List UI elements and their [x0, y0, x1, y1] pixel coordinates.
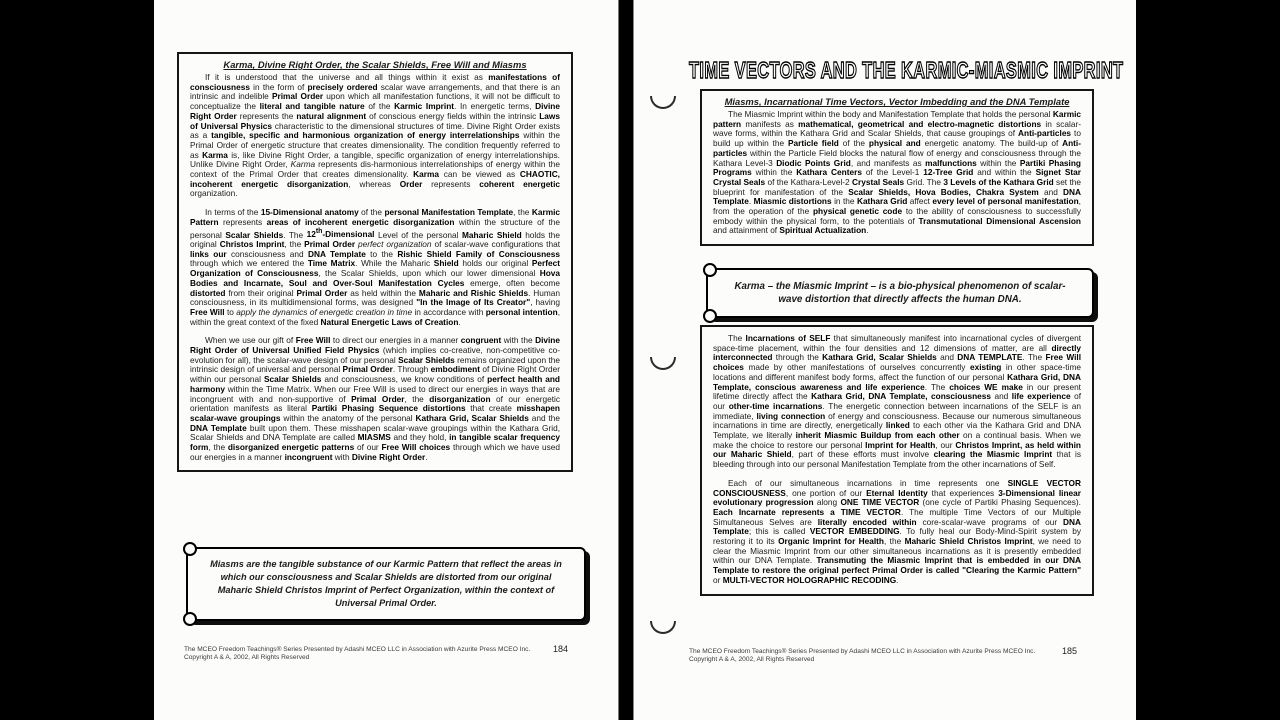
paragraph: Each of our simultaneous incarnations in time represents one SINGLE VECTOR CONSCIOUSNESS, one portion of our Eternal Identity that experiences 3-Dimensional linear evolutionary progression along ONE TIME VECTOR (one cycle of Partiki Phasing Sequences). Each Incarnate represents a TIME VECTOR. The multiple Time Vectors of our Multiple Simultaneous Selves are literally encoded within core-scalar-wave programs of our DNA Template; this is called VECTOR EMBEDDING. To fully heal our Body-Mind-Spirit system by restoring it to its Organic Imprint for Health, the Maharic Shield Christos Imprint, we need to clear the Miasmic Imprint from our other simultaneous incarnations as it is presently embedded within our DNA Template. Transmuting the Miasmic Imprint that is embedded in our DNA Template to restore the original perfect Primal Order is called "Clearing the Karmic Pattern" or MULTI-VECTOR HOLOGRAPHIC RECODING. — [713, 477, 1082, 585]
right-box2-body — [713, 334, 1081, 586]
left-footer — [184, 646, 530, 662]
left-scroll-text: Miasms are the tangible substance of our Karmic Pattern that reflect the areas in which our consciousness and Scalar Shields are distorted from our original Maharic Shield Christos Imprint of Perfect Organization, within the context of Universal Primal Order. — [210, 559, 562, 608]
right-box1-title: Miasms, Incarnational Time Vectors, Vector Imbedding and the DNA Template — [724, 96, 1070, 107]
paragraph: In terms of the 15-Dimensional anatomy of the personal Manifestation Template, the Karmic Pattern represents areas of incoherent energetic disorganization within the structure of the personal Scalar Shields. The 12th-Dimensional Level of the personal Maharic Shield holds the original Christos Imprint, the Primal Order perfect organization of scalar-wave configurations that links our consciousness and DNA Template to the Rishic Shield Family of Consciousness through which we entered the Time Matrix. While the Maharic Shield holds our original Perfect Organization of Consciousness, the Scalar Shields, upon which our lower dimensional Hova Bodies and Incarnate, Soul and Over-Soul Manifestation Cycles emerge, often become distorted from their original Primal Order as held within the Maharic and Rishic Shields. Human consciousness, in its multidimensional forms, was designed "In the Image of Its Creator", having Free Will to apply the dynamics of energetic creation in time in accordance with personal intention, within the great context of the fixed Natural Energetic Laws of Creation. — [190, 207, 561, 327]
right-scroll-text: Karma – the Miasmic Imprint – is a bio-physical phenomenon of scalar-wave distortion that directly affects the human DNA. — [734, 280, 1066, 305]
page-number: 185 — [1062, 646, 1078, 656]
right-box-miasms — [700, 89, 1094, 246]
footer-line1: The MCEO Freedom Teachings® Series Presented by Adashi MCEO LLC in Association with Azurite Press MCEO Inc. — [184, 646, 531, 653]
right-box-incarnations — [700, 325, 1094, 596]
right-box1-body — [713, 110, 1081, 236]
left-scroll-banner — [186, 547, 586, 621]
left-main-text-box — [177, 52, 573, 472]
left-box-title: Karma, Divine Right Order, the Scalar Shields, Free Will and Miasms — [223, 59, 527, 70]
paragraph: When we use our gift of Free Will to direct our energies in a manner congruent with the Divine Right Order of Universal Unified Field Physics (which implies co-creative, non-competitive co-evolution for all), the scalar-wave design of our personal Scalar Shields remains organized upon the intrinsic design of universal and personal Primal Order. Through embodiment of Divine Right Order within our personal Scalar Shields and consciousness, we know conditions of perfect health and harmony within the Time Matrix. When our Free Will is used to direct our energies in ways that are incongruent with and non-supportive of Primal Order, the disorganization of our energetic orientation manifests as literal Partiki Phasing Sequence distortions that create misshapen scalar-wave groupings within the anatomy of the personal Kathara Grid, Scalar Shields and the DNA Template built upon them. These misshapen scalar-wave groupings within the Kathara Grid, Scalar Shields and DNA Template are called MIASMS and they hold, in tangible scalar frequency form, the disorganized energetic patterns of our Free Will choices through which we have used our energies in a manner incongruent with Divine Right Order. — [190, 335, 561, 462]
page-right-185 — [633, 0, 1136, 720]
punch-hole-top — [650, 96, 676, 109]
right-scroll-banner — [706, 268, 1094, 318]
punch-hole-bottom — [650, 621, 676, 634]
page-left-184 — [154, 0, 619, 720]
footer-line2: Copyright A & A, 2002, All Rights Reserved — [184, 654, 310, 662]
page-number: 184 — [553, 644, 569, 654]
left-box-body — [190, 73, 560, 462]
footer-line1: The MCEO Freedom Teachings® Series Presented by Adashi MCEO LLC in Association with Azurite Press MCEO Inc. — [689, 648, 1036, 655]
paragraph: The Miasmic Imprint within the body and Manifestation Template that holds the personal Karmic pattern manifests as mathematical, geometrical and electro-magnetic distortions in scalar-wave forms, within the Kathara Grid and Scalar Shields, that cause groupings of Anti-particles to build up within the Particle field of the physical and energetic anatomy. The build-up of Anti-particles within the Particle Field blocks the natural flow of energy and consciousness through the Kathara Level-3 Diodic Points Grid, and manifests as malfunctions within the Partiki Phasing Programs within the Kathara Centers of the Level-1 12-Tree Grid and within the Signet Star Crystal Seals of the Kathara-Level-2 Crystal Seals Grid. The 3 Levels of the Kathara Grid set the blueprint for manifestation of the Scalar Shields, Hova Bodies, Chakra System and DNA Template. Miasmic distortions in the Kathara Grid affect every level of personal manifestation, from the operation of the physical genetic code to the ability of consciousness to successfully embody within the physical form, to the potentials of Transmutational Dimensional Ascension and attainment of Spiritual Actualization. — [713, 109, 1082, 236]
paragraph: If it is understood that the universe and all things within it exist as manifestations of consciousness in the form of precisely ordered scalar wave arrangements, and that there is an intrinsic and indelible Primal Order upon which all manifestation functions, it will not be difficult to conceptualize the literal and tangible nature of the Karmic Imprint. In energetic terms, Divine Right Order represents the natural alignment of conscious energy fields within the intrinsic Laws of Universal Physics characteristic to the dimensional structures of time. Divine Right Order exists as a tangible, specific and harmonious organization of energy interrelationships within the Primal Order of energetic structure that creates dimensionality. The condition frequently referred to as Karma is, like Divine Right Order, a tangible, specific organization of energy interrelationships. Unlike Divine Right Order, Karma represents dis-harmonious interrelationships of energy within the context of the Primal Order that creates dimensionality. Karma can be viewed as CHAOTIC, incoherent energetic disorganization, whereas Order represents coherent energetic organization. — [190, 72, 561, 199]
right-footer — [689, 648, 1035, 664]
right-page-title: TIME VECTORS AND THE KARMIC-MIASMIC IMPRINT — [689, 58, 1124, 84]
punch-hole-middle — [650, 357, 676, 370]
paragraph: The Incarnations of SELF that simultaneously manifest into incarnational cycles of divergent space-time placement, within the four densities and 12 dimensions of matter, are all directly interconnected through the Kathara Grid, Scalar Shields and DNA TEMPLATE. The Free Will choices made by other manifestations of ourselves concurrently existing in other space-time locations and different manifest body forms, affect the function of our personal Kathara Grid, DNA Template, conscious awareness and life experience. The choices WE make in our present lifetime directly affect the Kathara Grid, DNA Template, consciousness and life experience of our other-time incarnations. The energetic connection between incarnations of the SELF is an immediate, living connection of energy and consciousness. Because our numerous simultaneous incarnations in time are directly, energetically linked to each other via the Kathara Grid and DNA Template, we literally inherit Miasmic Buildup from each other on a continual basis. When we make the choice to restore our personal Imprint for Health, our Christos Imprint, as held within our Maharic Shield, part of these efforts must involve clearing the Miasmic Imprint that is bleeding through into our personal Manifestation Template from the other incarnations of Self. — [713, 333, 1082, 470]
footer-line2: Copyright A & A, 2002, All Rights Reserved — [689, 656, 815, 664]
